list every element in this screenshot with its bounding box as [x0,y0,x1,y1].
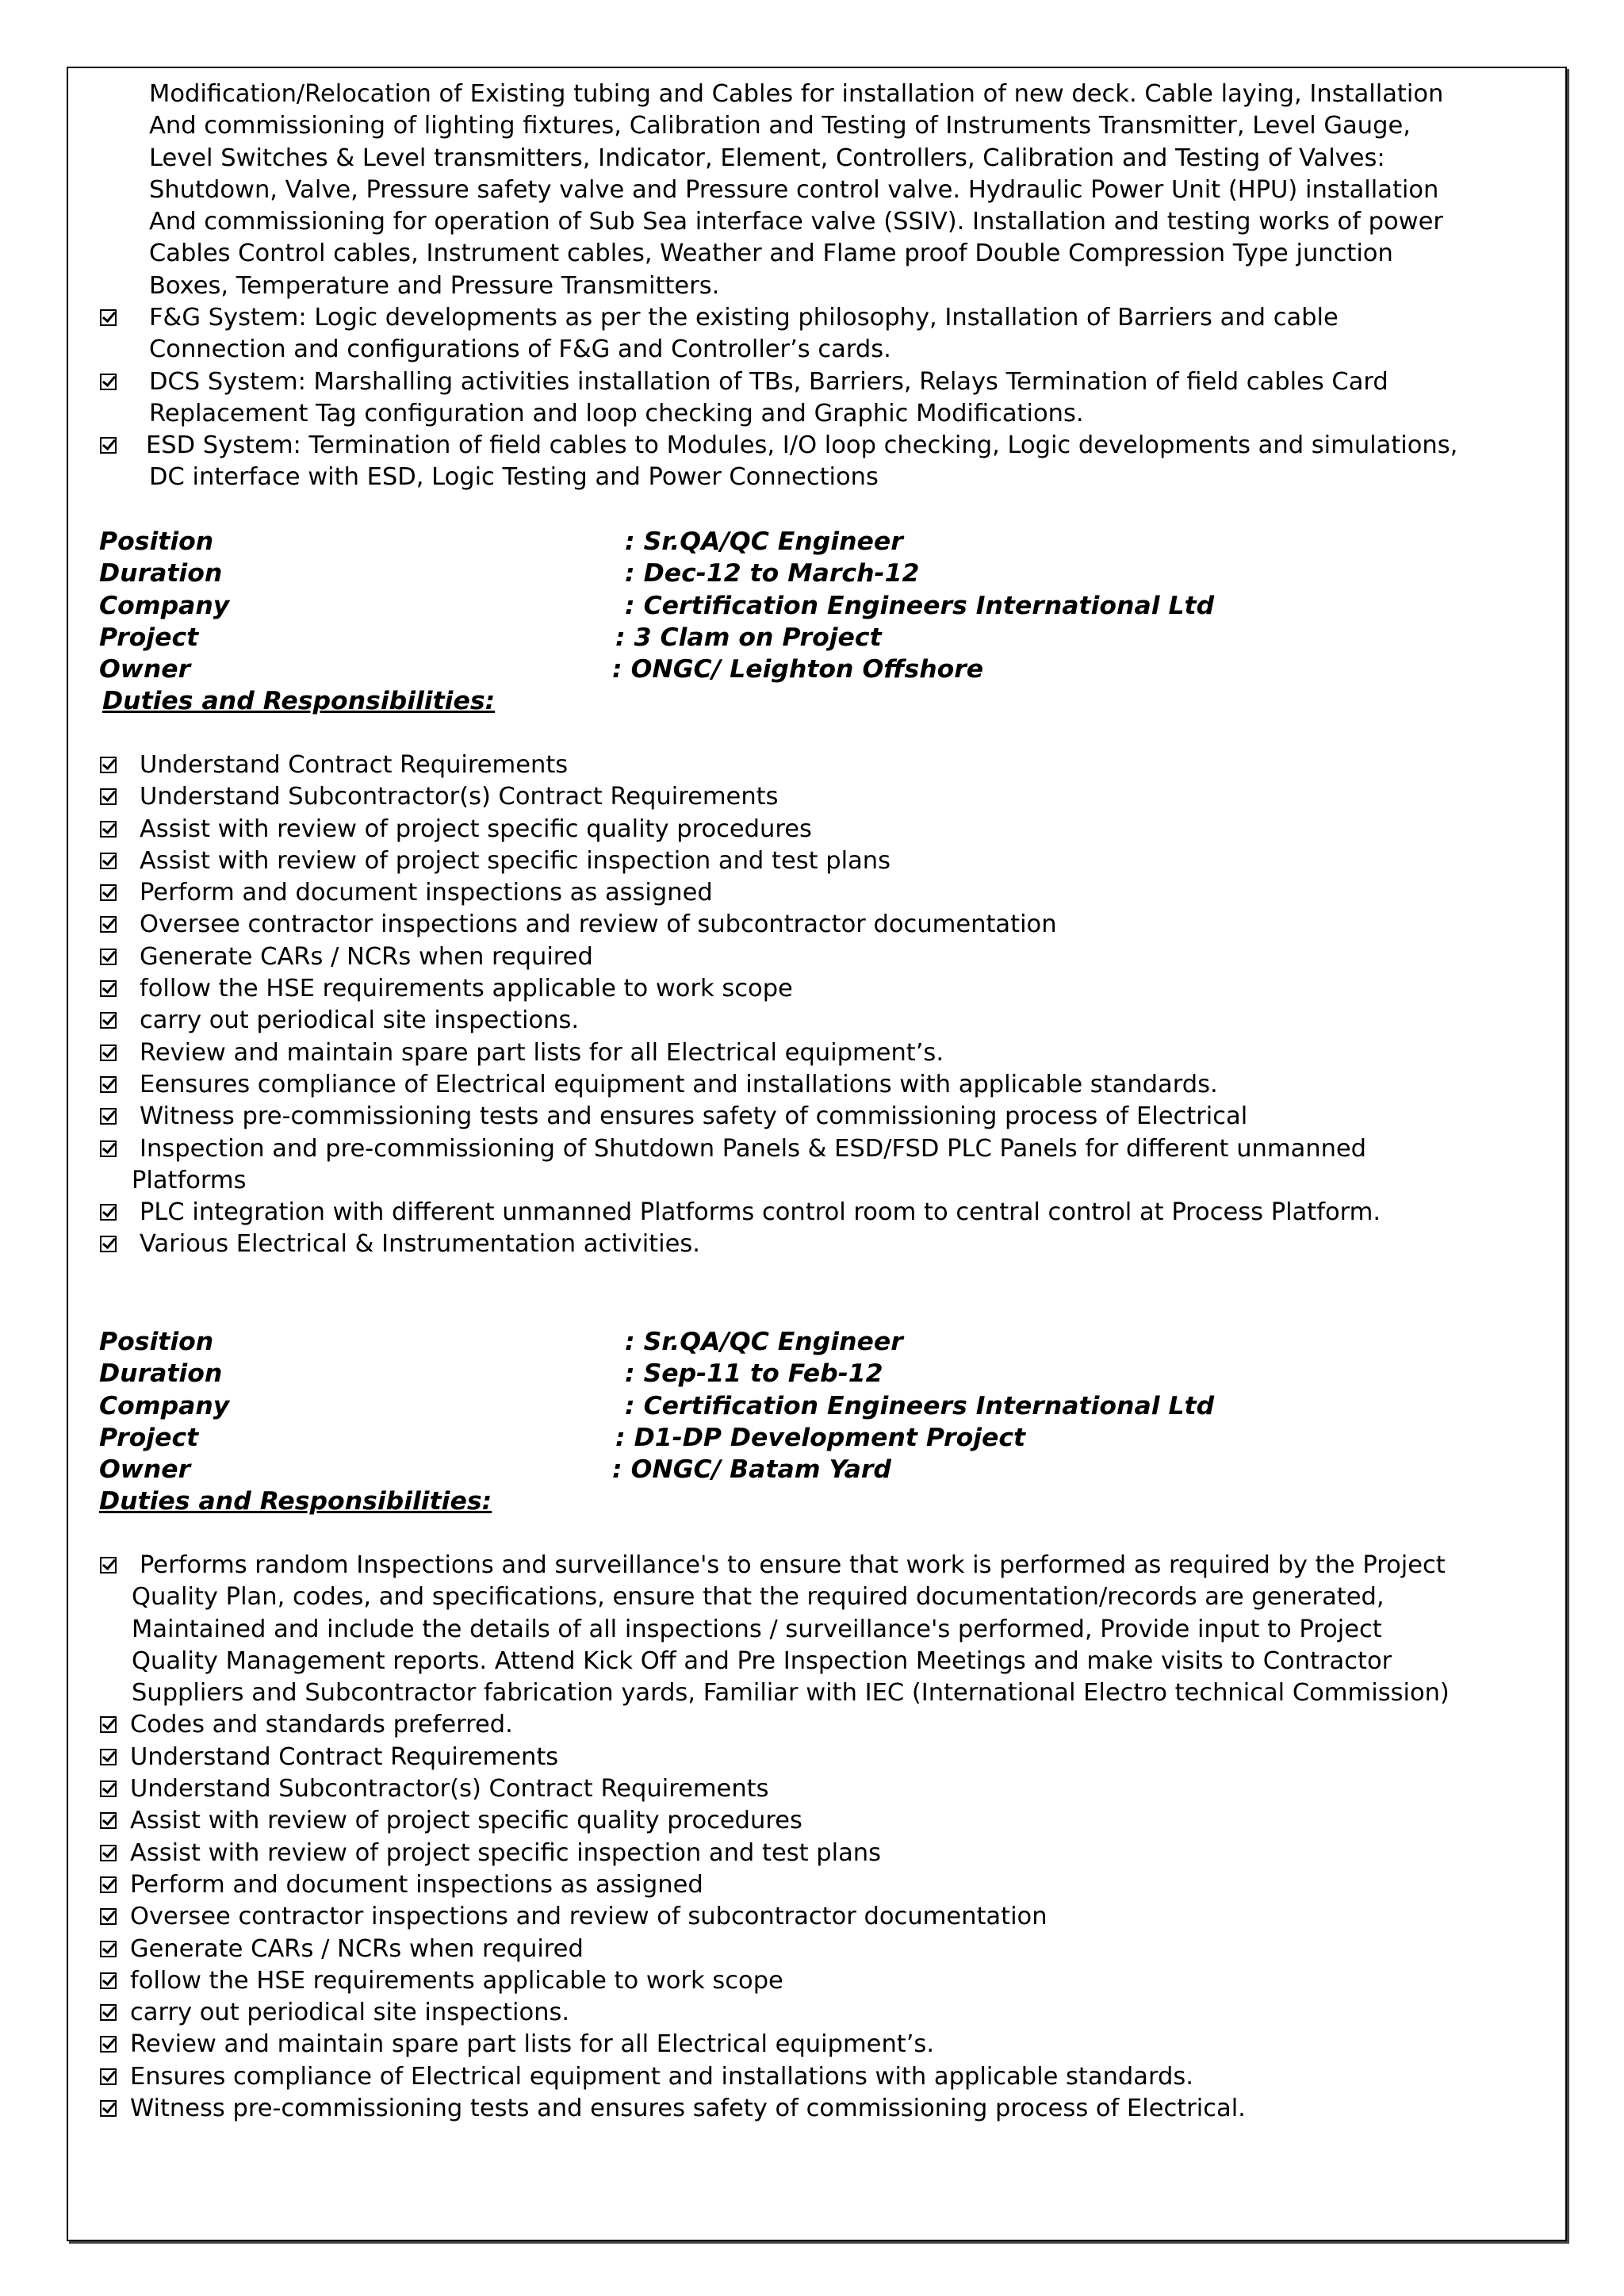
list-item: follow the HSE requirements applicable to work scope [68,1965,1565,1997]
list-item: carry out periodical site inspections. [68,1005,1565,1037]
job1-details [68,526,1565,718]
intro-line: Modification/Relocation of Existing tubing and Cables for installation of new deck. Cable laying, Installation [149,80,1444,108]
checkbox-icon [100,1749,117,1765]
checkbox-icon [100,2100,117,2117]
list-item: Review and maintain spare part lists for all Electrical equipment’s. [68,1037,1565,1069]
checkbox-icon [100,1108,117,1125]
checkbox-icon [100,437,117,454]
intro-paragraph [68,79,1565,302]
intro-line: Shutdown, Valve, Pressure safety valve and Pressure control valve. Hydraulic Power Unit (HPU) installation [149,175,1439,204]
checkbox-icon [100,1716,117,1733]
intro-line: Level Switches & Level transmitters, Indicator, Element, Controllers, Calibration and Testing of Valves: [149,144,1385,172]
list-item: carry out periodical site inspections. [68,1997,1565,2029]
checkbox-icon [100,1780,117,1797]
list-item: Various Electrical & Instrumentation activities. [68,1228,1565,1260]
checkbox-icon [100,757,117,773]
checkbox-icon [100,2004,117,2021]
duties-heading: Duties and Responsibilities: [99,1487,492,1516]
duration-value: : Sep-11 to Feb-12 [625,1359,883,1389]
list-item: Inspection and pre-commissioning of Shutdown Panels & ESD/FSD PLC Panels for different unmanned Platforms [68,1133,1565,1198]
list-item: Codes and standards preferred. [68,1709,1565,1741]
list-item: Understand Contract Requirements [68,1742,1565,1773]
list-item: Perform and document inspections as assigned [68,1869,1565,1901]
checkbox-icon [100,1557,117,1573]
checkbox-icon [100,1812,117,1829]
checkbox-icon [100,884,117,901]
checkbox-icon [100,2068,117,2085]
checkbox-icon [100,1941,117,1957]
intro-line: Cables Control cables, Instrument cables, Weather and Flame proof Double Compression Type junction [149,240,1393,268]
checkbox-icon [100,1012,117,1029]
checkbox-icon [100,788,117,805]
list-item: Ensures compliance of Electrical equipment and installations with applicable standards. [68,2061,1565,2093]
company-label: Company [99,591,230,620]
job1-duties-list [68,749,1565,1261]
position-value: : Sr.QA/QC Engineer [625,1328,903,1356]
checkbox-icon [100,1972,117,1989]
position-value: : Sr.QA/QC Engineer [625,527,903,556]
list-item: Understand Subcontractor(s) Contract Requirements [68,1773,1565,1805]
checkbox-icon [100,1876,117,1893]
list-item: Assist with review of project specific inspection and test plans [68,845,1565,877]
list-item: Witness pre-commissioning tests and ensures safety of commissioning process of Electrical. [68,2093,1565,2125]
intro-line: Boxes, Temperature and Pressure Transmitters. [149,271,720,300]
list-item: Perform and document inspections as assigned [68,877,1565,909]
checkbox-icon [100,374,117,390]
project-value: : D1-DP Development Project [615,1423,1026,1452]
owner-label: Owner [99,655,191,684]
owner-label: Owner [99,1455,191,1485]
duration-label: Duration [99,1359,223,1389]
list-item: PLC integration with different unmanned Platforms control room to central control at Process Platform. [68,1197,1565,1228]
checkbox-icon [100,1908,117,1925]
intro-line: And commissioning of lighting fixtures, Calibration and Testing of Instruments Transmitter, Level Gauge, [149,112,1411,140]
project-label: Project [99,1423,199,1452]
company-label: Company [99,1391,230,1420]
intro-line: And commissioning for operation of Sub Sea interface valve (SSIV). Installation and testing works of power [149,208,1443,236]
checkbox-icon [100,1140,117,1157]
checkbox-icon [100,1204,117,1221]
list-item: Eensures compliance of Electrical equipment and installations with applicable standards. [68,1069,1565,1101]
checkbox-icon [100,916,117,933]
checkbox-icon [100,309,117,326]
position-label: Position [99,527,214,556]
list-item: Generate CARs / NCRs when required [68,1934,1565,1965]
duration-value: : Dec-12 to March-12 [625,559,920,588]
owner-value: : ONGC/ Leighton Offshore [612,655,984,684]
company-value: : Certification Engineers International Ltd [625,1391,1215,1420]
project-label: Project [99,623,199,652]
list-item: F&G System: Logic developments as per the existing philosophy, Installation of Barriers and cable Connection and configurations of F&G and Controller’s cards. [68,302,1565,366]
list-item: Performs random Inspections and surveillance's to ensure that work is performed as required by the Project Quality Plan, codes, and specifications, ensure that the required documentation/records are generated, Maintained and include the details of all inspections / surveillance's performed, Provide input to Project Quality Management reports. Attend Kick Off and Pre Inspection Meetings and make visits to Contractor Suppliers and Subcontractor fabrication yards, Familiar with IEC (International Electro technical Commission) [68,1550,1565,1709]
list-item: Assist with review of project specific quality procedures [68,814,1565,845]
checkbox-icon [100,821,117,838]
job2-details [68,1326,1565,1518]
owner-value: : ONGC/ Batam Yard [612,1455,891,1485]
position-label: Position [99,1328,214,1356]
checkbox-icon [100,853,117,869]
list-item: ESD System: Termination of field cables to Modules, I/O loop checking, Logic developments and simulations, DC interface with ESD, Logic Testing and Power Connections [68,430,1565,494]
duration-label: Duration [99,559,223,588]
list-item: Understand Subcontractor(s) Contract Requirements [68,781,1565,813]
list-item: Oversee contractor inspections and review of subcontractor documentation [68,909,1565,941]
duties-heading: Duties and Responsibilities: [102,687,496,716]
checkbox-icon [100,949,117,965]
list-item: follow the HSE requirements applicable to work scope [68,973,1565,1005]
job2-duties-list [68,1550,1565,2125]
checkbox-icon [100,1236,117,1252]
project-value: : 3 Clam on Project [615,623,882,652]
company-value: : Certification Engineers International Ltd [625,591,1215,620]
checkbox-icon [100,980,117,997]
list-item: Oversee contractor inspections and review of subcontractor documentation [68,1901,1565,1933]
checkbox-icon [100,1076,117,1093]
checkbox-icon [100,1845,117,1861]
list-item: Assist with review of project specific inspection and test plans [68,1838,1565,1869]
checkbox-icon [100,2036,117,2053]
list-item: Assist with review of project specific quality procedures [68,1805,1565,1837]
list-item: DCS System: Marshalling activities installation of TBs, Barriers, Relays Termination of field cables Card Replacement Tag configuration and loop checking and Graphic Modifications. [68,366,1565,431]
list-item: Witness pre-commissioning tests and ensures safety of commissioning process of Electrical [68,1101,1565,1133]
page-frame [67,67,1567,2241]
list-item: Generate CARs / NCRs when required [68,941,1565,973]
list-item: Review and maintain spare part lists for all Electrical equipment’s. [68,2029,1565,2060]
systems-list [68,302,1565,494]
checkbox-icon [100,1045,117,1061]
list-item: Understand Contract Requirements [68,749,1565,781]
